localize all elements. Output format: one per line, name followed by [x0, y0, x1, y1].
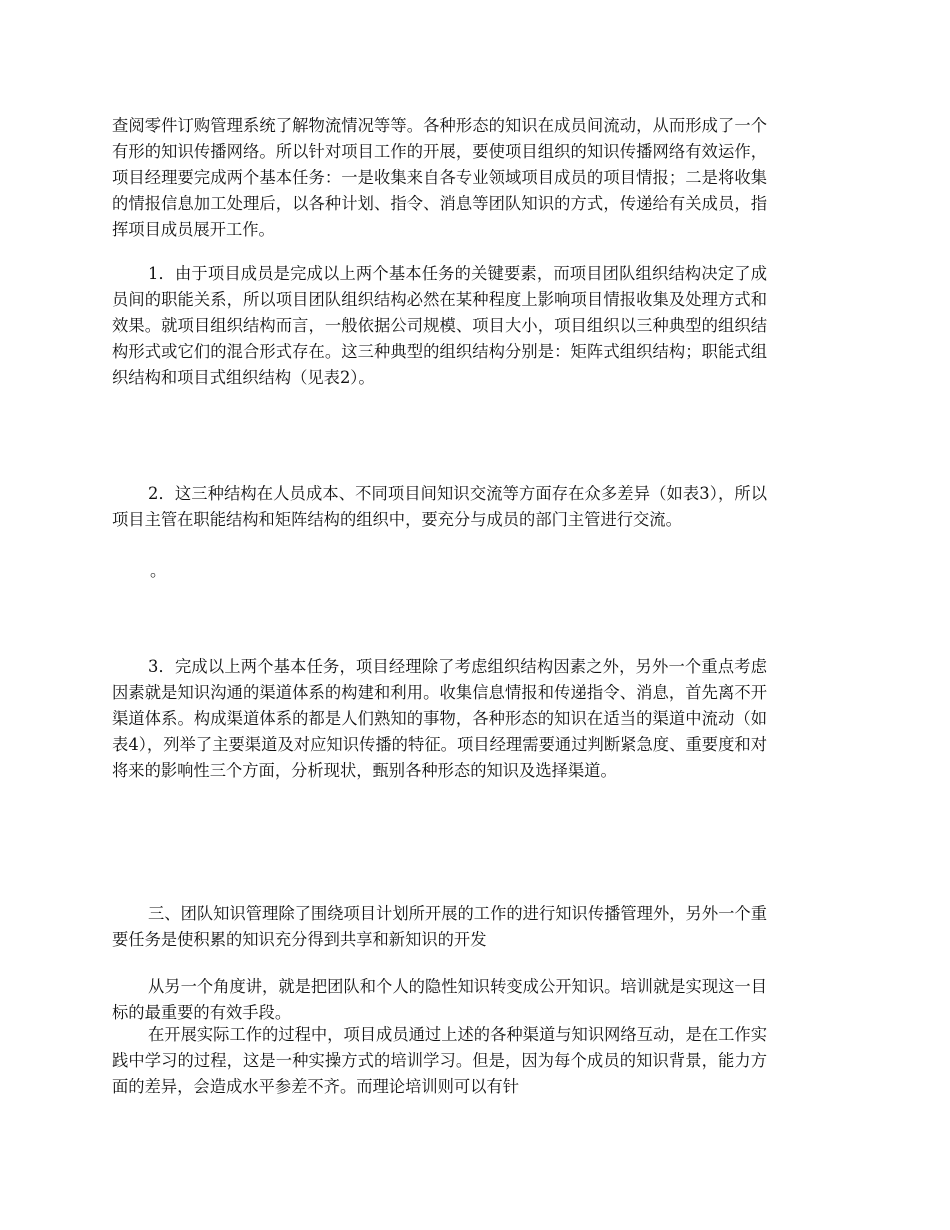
- stray-period: 。: [150, 561, 167, 580]
- paragraph-point-3-channels: 3．完成以上两个基本任务，项目经理除了考虑组织结构因素之外，另外一个重点考虑因素就是知识沟通的渠道体系的构建和利用。收集信息情报和传递指令、消息，首先离不开渠道体系。构成渠道体系的都是人们熟知的事物，各种形态的知识在适当的渠道中流动（如表4），列举了主要渠道及对应知识传播的特征。项目经理需要通过判断紧急度、重要度和对将来的影响性三个方面，分析现状，甄别各种形态的知识及选择渠道。: [112, 657, 767, 780]
- paragraph-tacit-knowledge: 从另一个角度讲，就是把团队和个人的隐性知识转变成公开知识。培训就是实现这一目标的最重要的有效手段。: [112, 977, 767, 1022]
- paragraph-knowledge-network: 查阅零件订购管理系统了解物流情况等等。各种形态的知识在成员间流动，从而形成了一个有形的知识传播网络。所以针对项目工作的开展，要使项目组织的知识传播网络有效运作，项目经理要完成两个基本任务：一是收集来自各专业领域项目成员的项目情报；二是将收集的情报信息加工处理后，以各种计划、指令、消息等团队知识的方式，传递给有关成员，指挥项目成员展开工作。: [112, 116, 767, 239]
- paragraph-point-1-org-structure: 1．由于项目成员是完成以上两个基本任务的关键要素，而项目团队组织结构决定了成员间的职能关系，所以项目团队组织结构必然在某种程度上影响项目情报收集及处理方式和效果。就项目组织结构而言，一般依据公司规模、项目大小，项目组织以三种典型的组织结构形式或它们的混合形式存在。这三种典型的组织结构分别是：矩阵式组织结构；职能式组织结构和项目式组织结构（见表2）。: [112, 264, 767, 387]
- paragraph-training: 在开展实际工作的过程中，项目成员通过上述的各种渠道与知识网络互动，是在工作实践中学习的过程，这是一种实操方式的培训学习。但是，因为每个成员的知识背景，能力方面的差异，会造成水平参差不齐。而理论培训则可以有针: [112, 1025, 767, 1096]
- section-heading-team-knowledge: 三、团队知识管理除了围绕项目计划所开展的工作的进行知识传播管理外，另外一个重要任务是使积累的知识充分得到共享和新知识的开发: [112, 904, 767, 949]
- paragraph-point-2-structure-differences: 2．这三种结构在人员成本、不同项目间知识交流等方面存在众多差异（如表3），所以项目主管在职能结构和矩阵结构的组织中，要充分与成员的部门主管进行交流。: [112, 484, 767, 529]
